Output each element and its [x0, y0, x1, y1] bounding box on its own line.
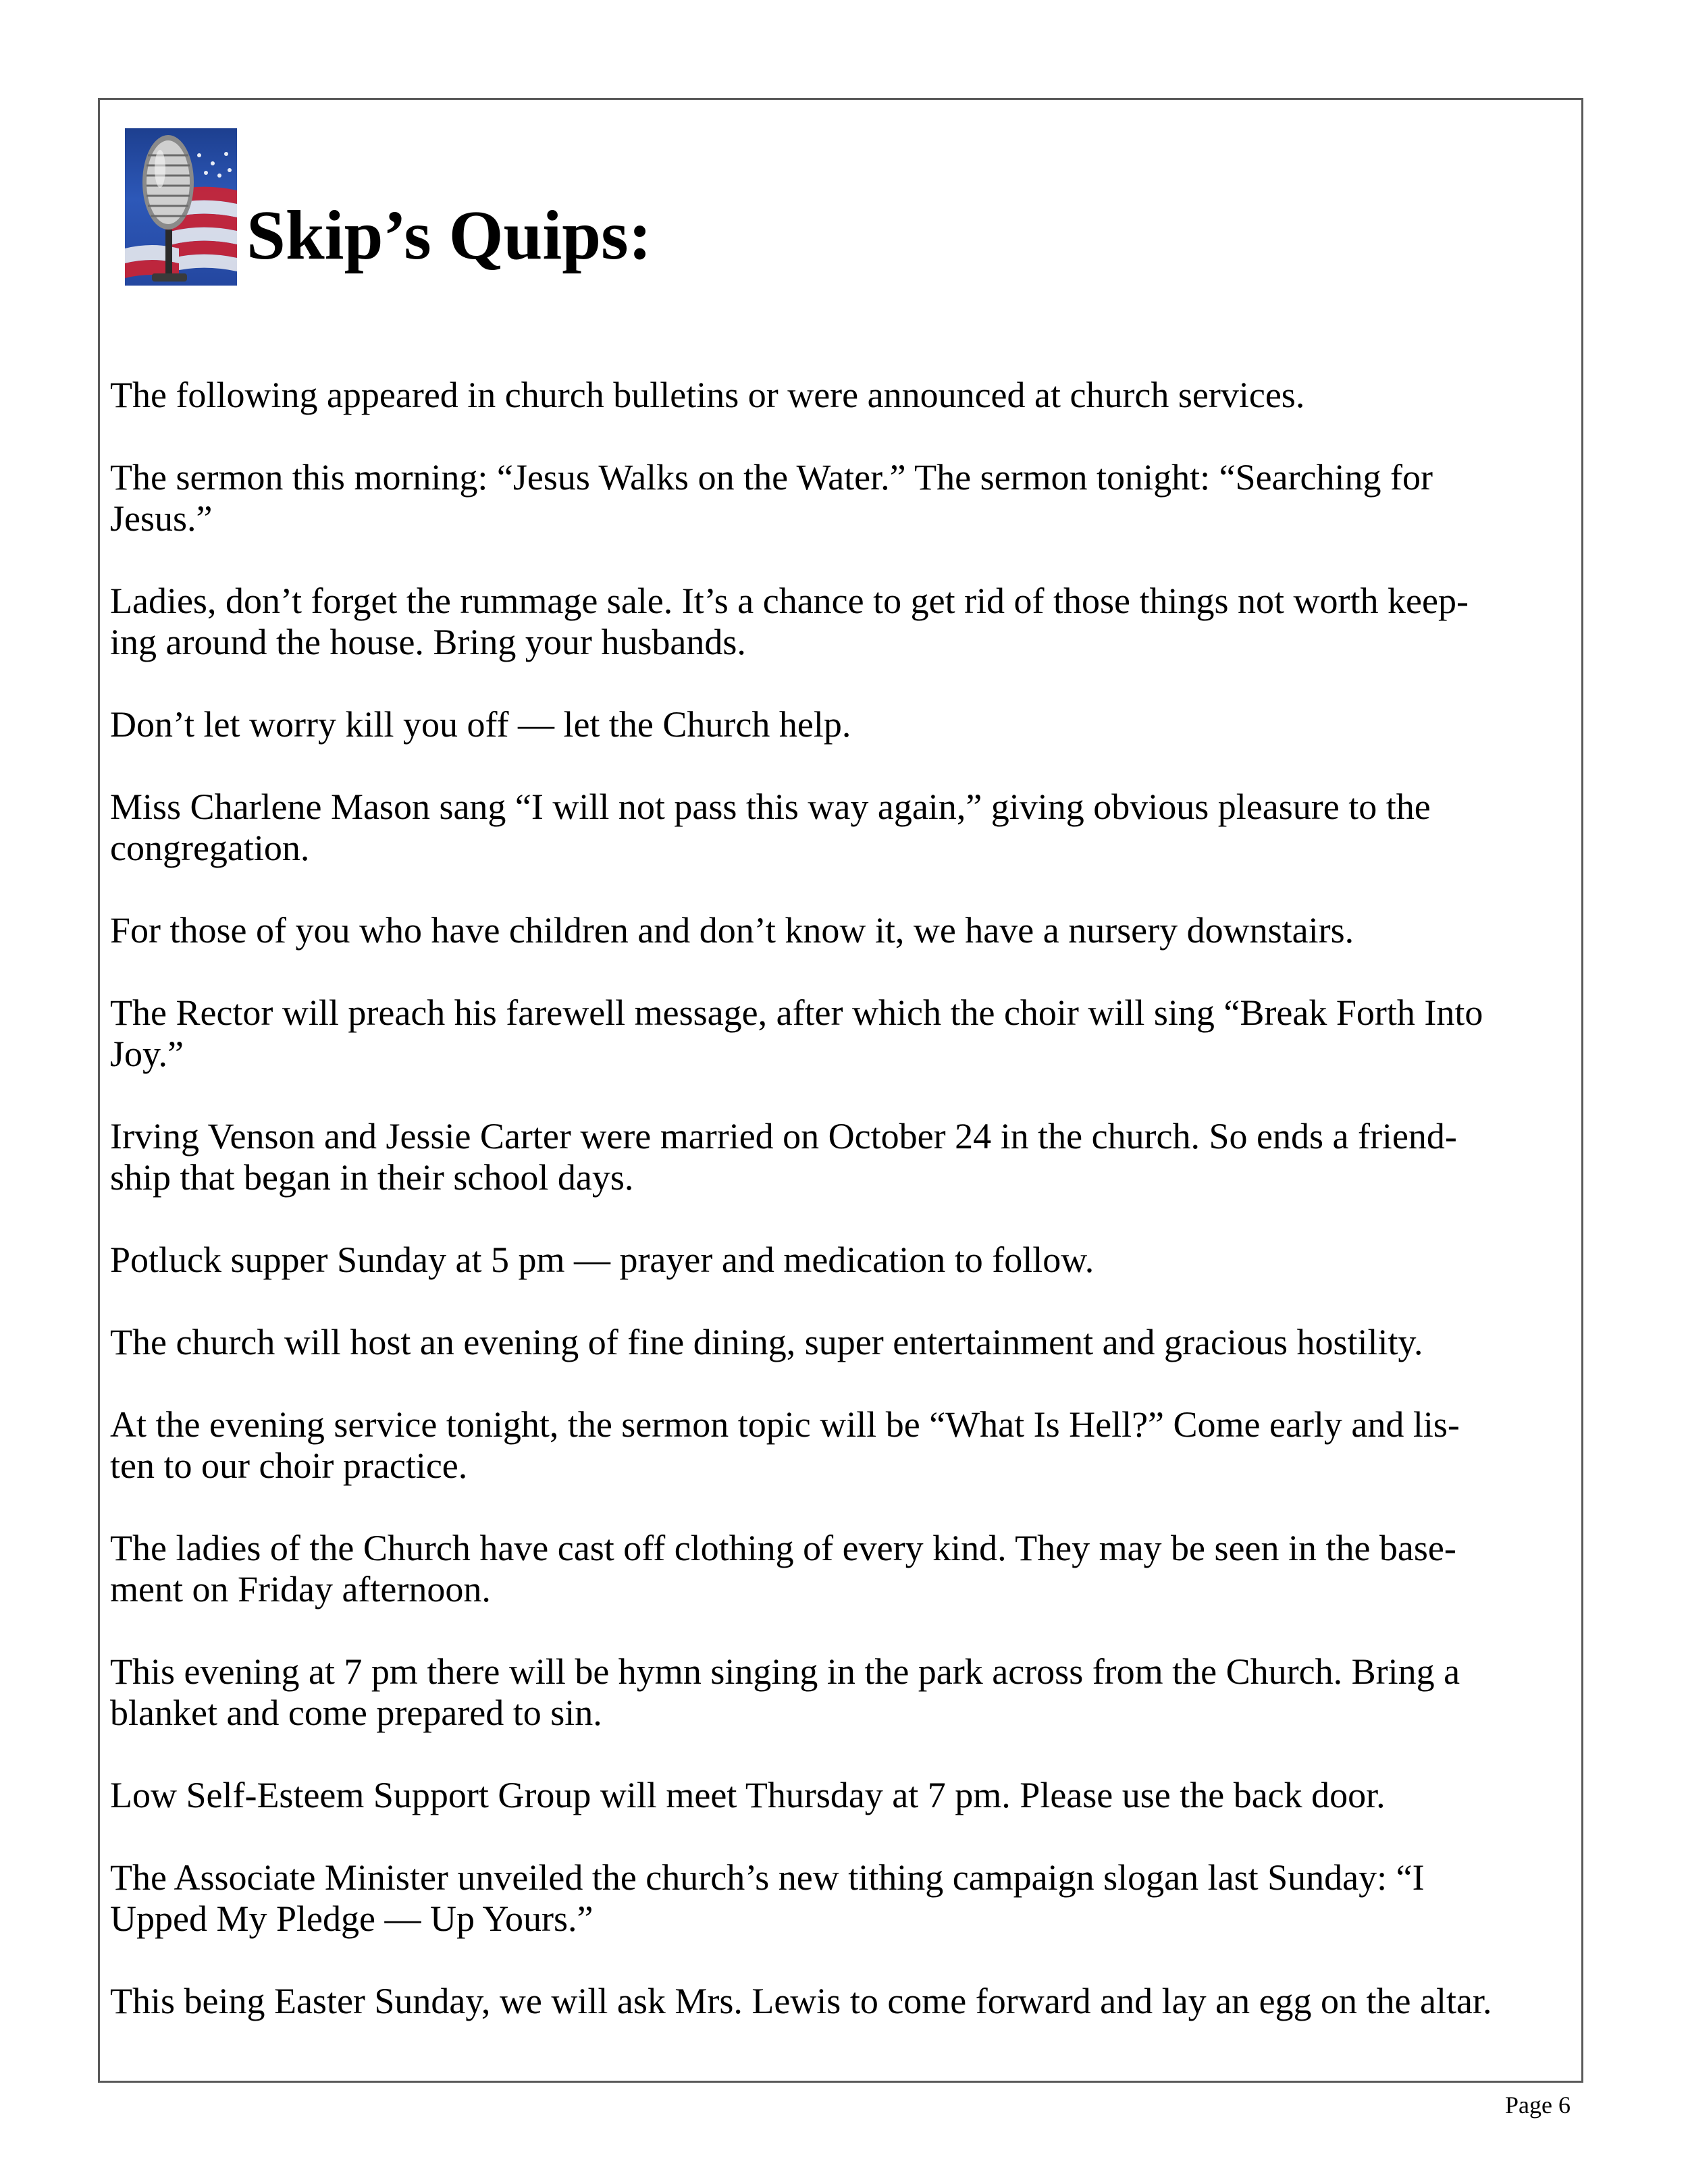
paragraph-line: The Rector will preach his farewell message, after which the choir will sing “Break Forth Into: [110, 992, 1483, 1033]
quip-paragraph: [110, 992, 1589, 1075]
quip-paragraph: [110, 1116, 1589, 1198]
page-number: Page 6: [1505, 2092, 1571, 2119]
quip-paragraph: [110, 457, 1589, 539]
paragraph-line: Irving Venson and Jessie Carter were married on October 24 in the church. So ends a friend-: [110, 1116, 1457, 1156]
paragraph-line: ing around the house. Bring your husbands.: [110, 622, 746, 662]
paragraph-line: This evening at 7 pm there will be hymn singing in the park across from the Church. Bring a: [110, 1651, 1460, 1692]
paragraph-line: Low Self-Esteem Support Group will meet Thursday at 7 pm. Please use the back door.: [110, 1775, 1386, 1815]
paragraph-line: At the evening service tonight, the sermon topic will be “What Is Hell?” Come early and lis-: [110, 1404, 1460, 1445]
quip-paragraph: [110, 1981, 1589, 2022]
quip-paragraph: [110, 704, 1589, 745]
paragraph-line: For those of you who have children and don’t know it, we have a nursery downstairs.: [110, 910, 1354, 951]
quip-paragraph: [110, 1240, 1589, 1281]
page-title: Skip’s Quips:: [246, 196, 652, 274]
paragraph-line: Jesus.”: [110, 498, 213, 539]
paragraph-line: The church will host an evening of fine dining, super entertainment and gracious hostility.: [110, 1322, 1423, 1362]
quip-paragraph: [110, 375, 1589, 416]
quip-paragraph: [110, 1322, 1589, 1363]
paragraph-line: Joy.”: [110, 1034, 184, 1074]
quip-paragraph: [110, 581, 1589, 663]
quip-paragraph: [110, 787, 1589, 869]
quip-paragraph: [110, 1857, 1589, 1940]
paragraph-line: The Associate Minister unveiled the church’s new tithing campaign slogan last Sunday: “I: [110, 1857, 1425, 1898]
paragraph-line: The following appeared in church bulletins or were announced at church services.: [110, 375, 1305, 415]
paragraph-line: This being Easter Sunday, we will ask Mrs. Lewis to come forward and lay an egg on the altar.: [110, 1981, 1492, 2021]
paragraph-line: ship that began in their school days.: [110, 1157, 634, 1198]
header: [125, 127, 652, 286]
paragraph-line: The sermon this morning: “Jesus Walks on the Water.” The sermon tonight: “Searching for: [110, 457, 1433, 498]
paragraph-line: Don’t let worry kill you off — let the Church help.: [110, 704, 851, 745]
microphone-flag-image: [125, 128, 237, 286]
quip-paragraph: [110, 1528, 1589, 1610]
paragraph-line: ment on Friday afternoon.: [110, 1569, 491, 1609]
paragraph-line: ten to our choir practice.: [110, 1445, 468, 1486]
paragraph-line: blanket and come prepared to sin.: [110, 1693, 602, 1733]
paragraph-line: The ladies of the Church have cast off clothing of every kind. They may be seen in the base-: [110, 1528, 1456, 1568]
quip-paragraph: [110, 1651, 1589, 1734]
paragraph-line: Miss Charlene Mason sang “I will not pass this way again,” giving obvious pleasure to the: [110, 787, 1431, 827]
quip-paragraph: [110, 910, 1589, 951]
paragraph-line: congregation.: [110, 828, 310, 868]
quip-paragraph: [110, 1404, 1589, 1487]
paragraph-line: Ladies, don’t forget the rummage sale. It’s a chance to get rid of those things not worth keep-: [110, 581, 1469, 621]
paragraph-line: Upped My Pledge — Up Yours.”: [110, 1898, 594, 1939]
article-body: [110, 375, 1589, 2063]
paragraph-line: Potluck supper Sunday at 5 pm — prayer and medication to follow.: [110, 1240, 1094, 1280]
quip-paragraph: [110, 1775, 1589, 1816]
